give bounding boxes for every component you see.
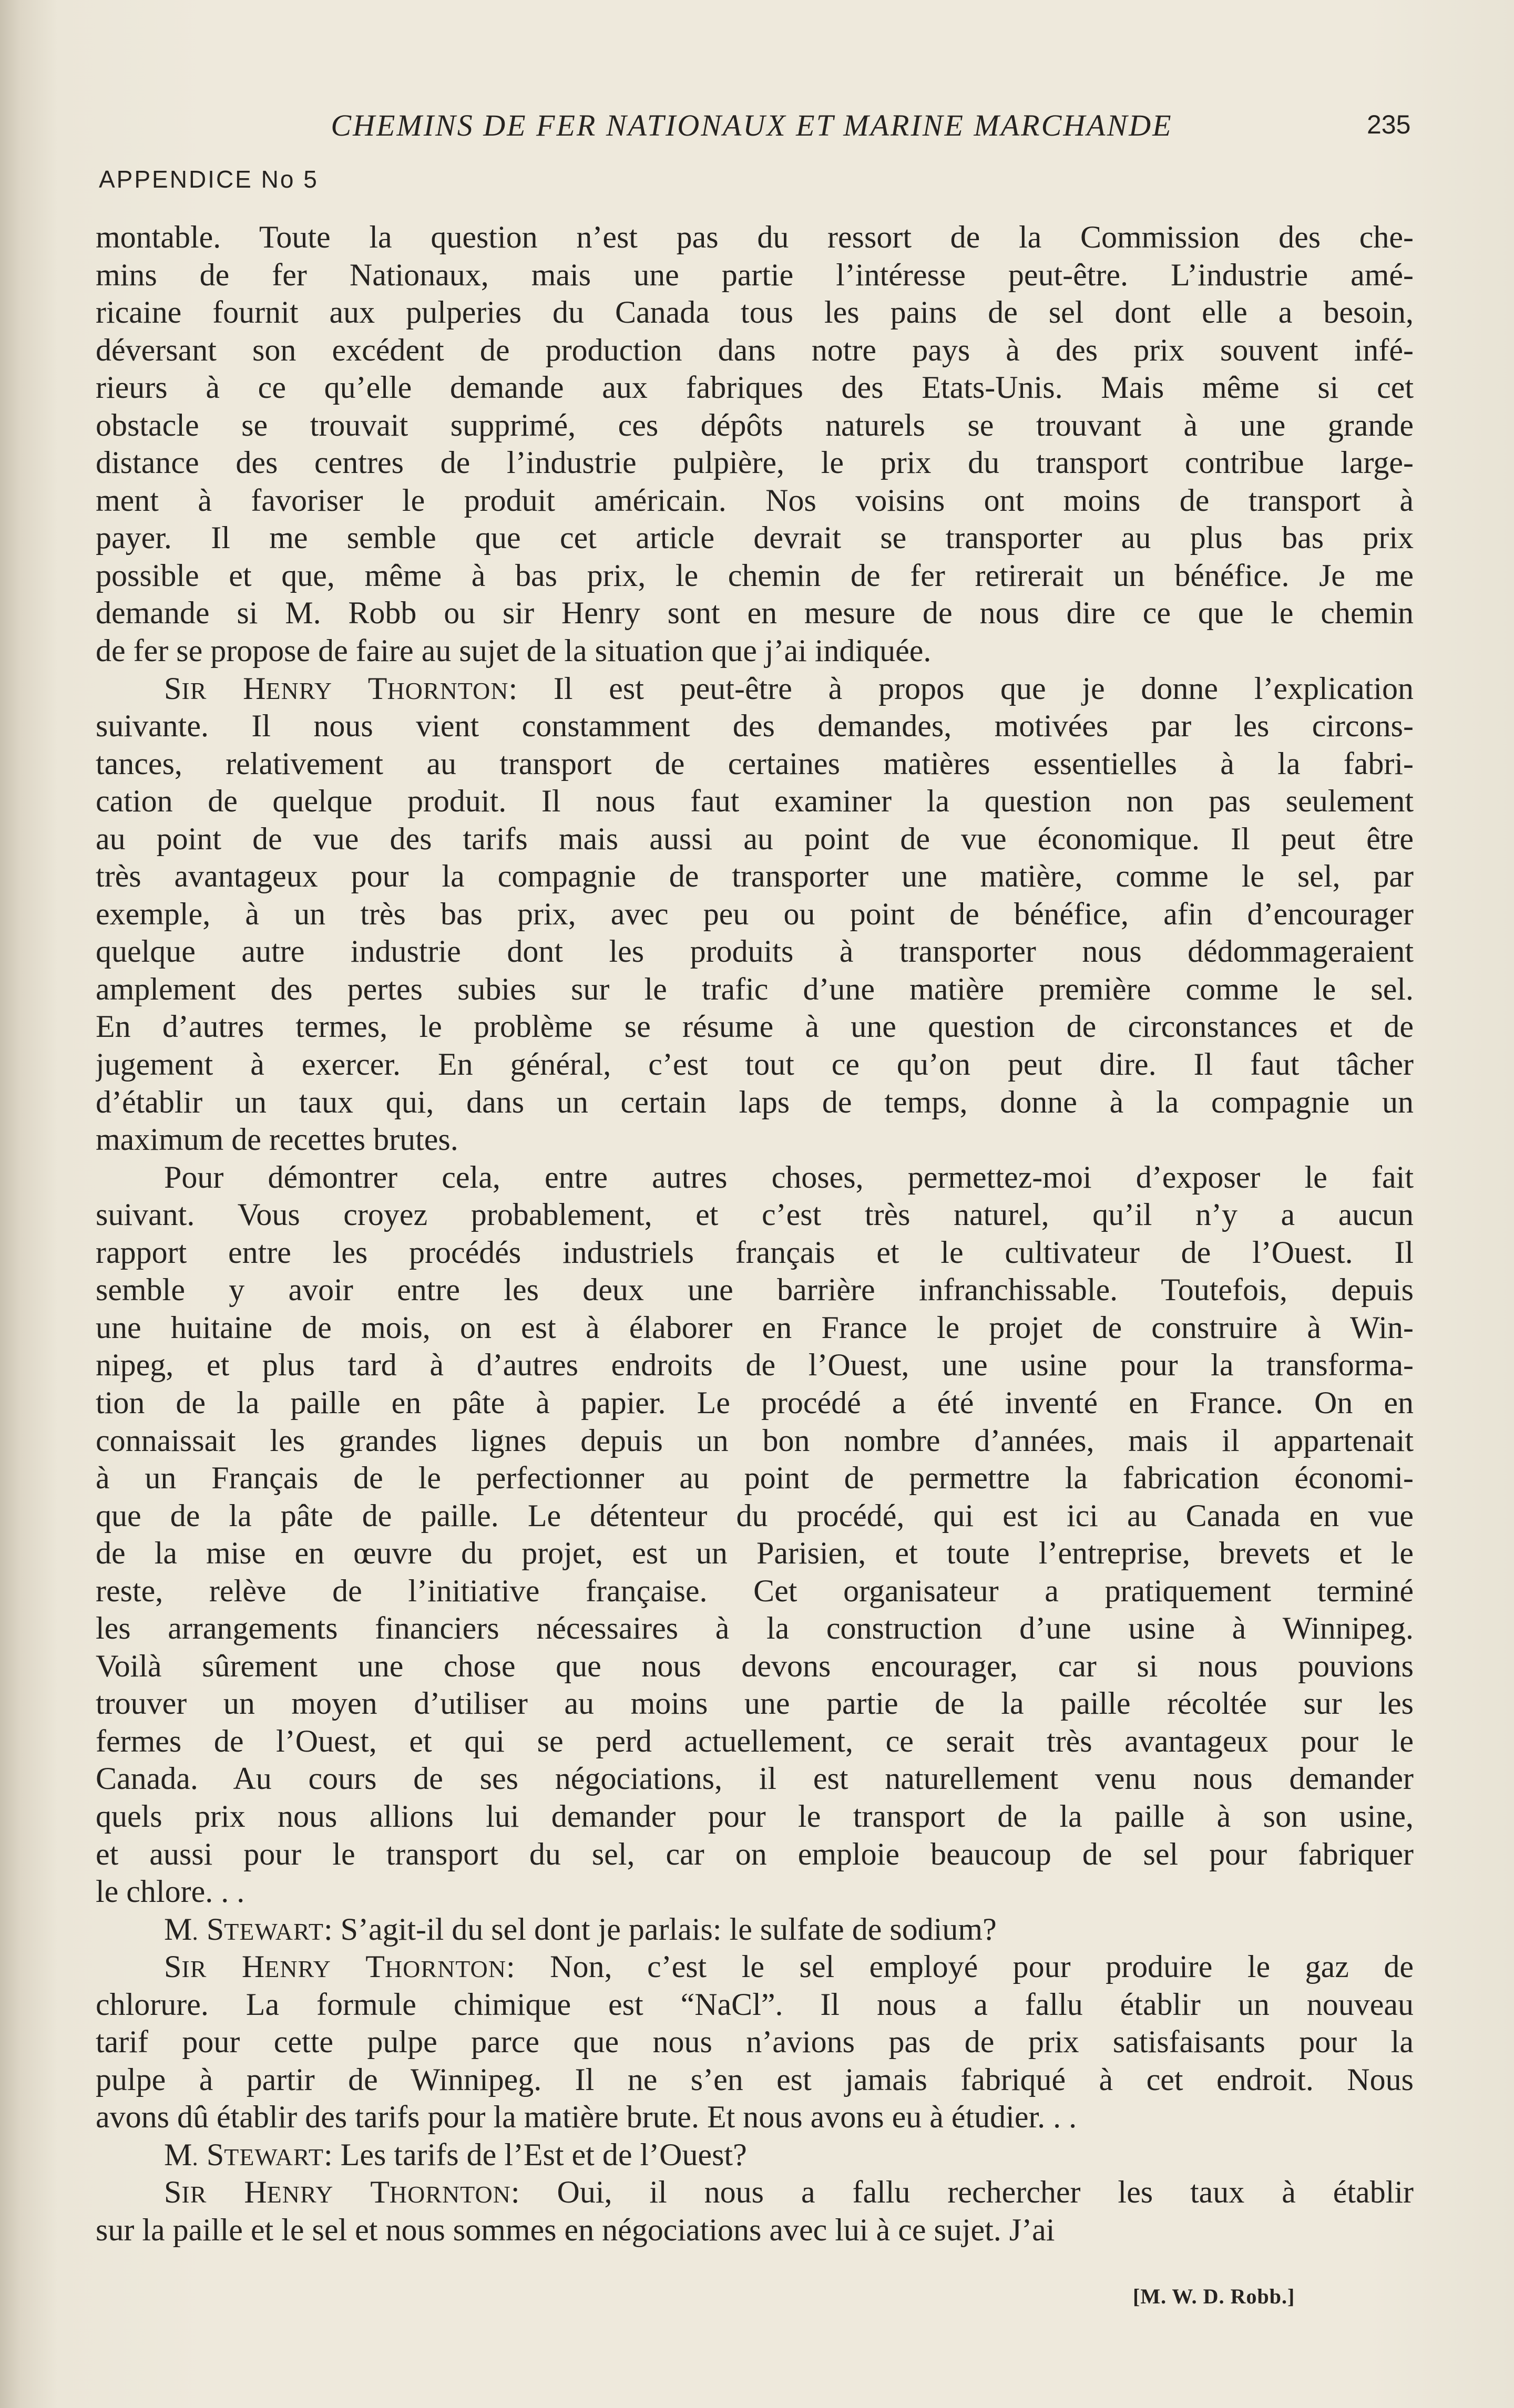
- text-line: tarif pour cette pulpe parce que nous n’avions pas de prix satisfaisants pour la: [96, 2024, 1414, 2060]
- text-line: de la mise en œuvre du projet, est un Parisien, et toute l’entreprise, brevets et le: [96, 1536, 1414, 1571]
- text-line: et aussi pour le transport du sel, car on emploie beaucoup de sel pour fabriquer: [96, 1836, 1414, 1871]
- speaker-line: SIR HENRY THORNTON: Oui, il nous a fallu rechercher les taux à établir: [164, 2175, 1414, 2210]
- text-line: à un Français de le perfectionner au point de permettre la fabrication économi-: [96, 1460, 1414, 1496]
- text-line: Canada. Au cours de ses négociations, il est naturellement venu nous demander: [96, 1761, 1414, 1796]
- text-line: mins de fer Nationaux, mais une partie l’intéresse peut-être. L’industrie amé-: [96, 257, 1414, 292]
- text-line: très avantageux pour la compagnie de transporter une matière, comme le sel, par: [96, 859, 1414, 894]
- text-line: fermes de l’Ouest, et qui se perd actuellement, ce serait très avantageux pour le: [96, 1723, 1414, 1758]
- text-line: pulpe à partir de Winnipeg. Il ne s’en est jamais fabriqué à cet endroit. Nous: [96, 2062, 1414, 2097]
- text-line: amplement des pertes subies sur le trafic d’une matière première comme le sel.: [96, 971, 1414, 1006]
- text-line: tion de la paille en pâte à papier. Le procédé a été inventé en France. On en: [96, 1385, 1414, 1420]
- text-line: chlorure. La formule chimique est “NaCl”. Il nous a fallu établir un nouveau: [96, 1987, 1414, 2022]
- running-head-title: CHEMINS DE FER NATIONAUX ET MARINE MARCHANDE: [331, 108, 1173, 142]
- text-line: payer. Il me semble que cet article devrait se transporter au plus bas prix: [96, 520, 1414, 555]
- text-line: quels prix nous allions lui demander pour le transport de la paille à son usine,: [96, 1798, 1414, 1834]
- appendix-label: APPENDICE No 5: [99, 166, 319, 193]
- text-line: déversant son excédent de production dans notre pays à des prix souvent infé-: [96, 332, 1414, 367]
- text-line: demande si M. Robb ou sir Henry sont en mesure de nous dire ce que le chemin: [96, 595, 1414, 631]
- text-line: ment à favoriser le produit américain. Nos voisins ont moins de transport à: [96, 482, 1414, 518]
- text-line: cation de quelque produit. Il nous faut examiner la question non pas seulement: [96, 784, 1414, 819]
- text-line: Pour démontrer cela, entre autres choses, permettez-moi d’exposer le fait: [164, 1159, 1414, 1195]
- text-line: En d’autres termes, le problème se résume à une question de circonstances et de: [96, 1009, 1414, 1044]
- speech-text: : Oui, il nous a fallu rechercher les taux à établir: [510, 2175, 1414, 2210]
- text-line: les arrangements financiers nécessaires à la construction d’une usine à Winnipeg.: [96, 1611, 1414, 1646]
- text-line: avons dû établir des tarifs pour la matière brute. Et nous avons eu à étudier. . .: [96, 2100, 1077, 2135]
- text-line: de fer se propose de faire au sujet de la situation que j’ai indiquée.: [96, 633, 932, 668]
- text-line: semble y avoir entre les deux une barrière infranchissable. Toutefois, depuis: [96, 1272, 1414, 1308]
- text-line: suivante. Il nous vient constamment des demandes, motivées par les circons-: [96, 708, 1414, 744]
- text-line: exemple, à un très bas prix, avec peu ou point de bénéfice, afin d’encourager: [96, 896, 1414, 931]
- speaker-line: SIR HENRY THORNTON: Il est peut-être à propos que je donne l’explication: [164, 671, 1414, 706]
- text-line: d’établir un taux qui, dans un certain laps de temps, donne à la compagnie un: [96, 1084, 1414, 1119]
- text-line: jugement à exercer. En général, c’est tout ce qu’on peut dire. Il faut tâcher: [96, 1047, 1414, 1082]
- text-line: une huitaine de mois, on est à élaborer en France le projet de construire à Win-: [96, 1310, 1414, 1345]
- text-line: tances, relativement au transport de certaines matières essentielles à la fabri-: [96, 746, 1414, 781]
- speaker-line: M. STEWART: S’agit-il du sel dont je parlais: le sulfate de sodium?: [164, 1911, 997, 1947]
- body-text: [96, 219, 1414, 2249]
- text-line: le chlore. . .: [96, 1874, 245, 1909]
- text-line: reste, relève de l’initiative française. Cet organisateur a pratiquement terminé: [96, 1573, 1414, 1608]
- text-line: quelque autre industrie dont les produits à transporter nous dédommageraient: [96, 934, 1414, 969]
- speech-text: : Il est peut-être à propos que je donne l’explication: [508, 671, 1414, 706]
- text-line: Voilà sûrement une chose que nous devons encourager, car si nous pouvions: [96, 1648, 1414, 1683]
- text-line: maximum de recettes brutes.: [96, 1122, 458, 1157]
- speech-text: : Non, c’est le sel employé pour produire le gaz de: [506, 1949, 1414, 1984]
- text-line: sur la paille et le sel et nous sommes en négociations avec lui à ce sujet. J’ai: [96, 2212, 1055, 2247]
- speaker-line: SIR HENRY THORNTON: Non, c’est le sel employé pour produire le gaz de: [164, 1949, 1414, 1984]
- text-line: nipeg, et plus tard à d’autres endroits de l’Ouest, une usine pour la transforma-: [96, 1347, 1414, 1383]
- text-line: rieurs à ce qu’elle demande aux fabriques des Etats-Unis. Mais même si cet: [96, 370, 1414, 405]
- text-line: rapport entre les procédés industriels français et le cultivateur de l’Ouest. Il: [96, 1234, 1414, 1270]
- text-line: montable. Toute la question n’est pas du ressort de la Commission des che-: [96, 220, 1414, 254]
- text-line: trouver un moyen d’utiliser au moins une partie de la paille récoltée sur les: [96, 1686, 1414, 1721]
- footer-attribution: [M. W. D. Robb.]: [1133, 2284, 1295, 2308]
- text-line: distance des centres de l’industrie pulpière, le prix du transport contribue large-: [96, 445, 1414, 480]
- text-line: obstacle se trouvait supprimé, ces dépôts naturels se trouvant à une grande: [96, 407, 1414, 443]
- text-line: ricaine fournit aux pulperies du Canada tous les pains de sel dont elle a besoin,: [96, 295, 1414, 330]
- speech-text: : Les tarifs de l’Est et de l’Ouest?: [324, 2137, 747, 2172]
- speech-text: : S’agit-il du sel dont je parlais: le sulfate de sodium?: [324, 1911, 997, 1947]
- text-line: que de la pâte de paille. Le détenteur du procédé, qui est ici au Canada en vue: [96, 1498, 1414, 1533]
- speaker-line: M. STEWART: Les tarifs de l’Est et de l’Ouest?: [164, 2137, 747, 2172]
- text-line: possible et que, même à bas prix, le chemin de fer retirerait un bénéfice. Je me: [96, 558, 1414, 593]
- text-line: connaissait les grandes lignes depuis un bon nombre d’années, mais il appartenait: [96, 1423, 1414, 1458]
- text-line: au point de vue des tarifs mais aussi au point de vue économique. Il peut être: [96, 821, 1414, 856]
- page-number: 235: [1367, 110, 1411, 139]
- text-line: suivant. Vous croyez probablement, et c’est très naturel, qu’il n’y a aucun: [96, 1197, 1414, 1232]
